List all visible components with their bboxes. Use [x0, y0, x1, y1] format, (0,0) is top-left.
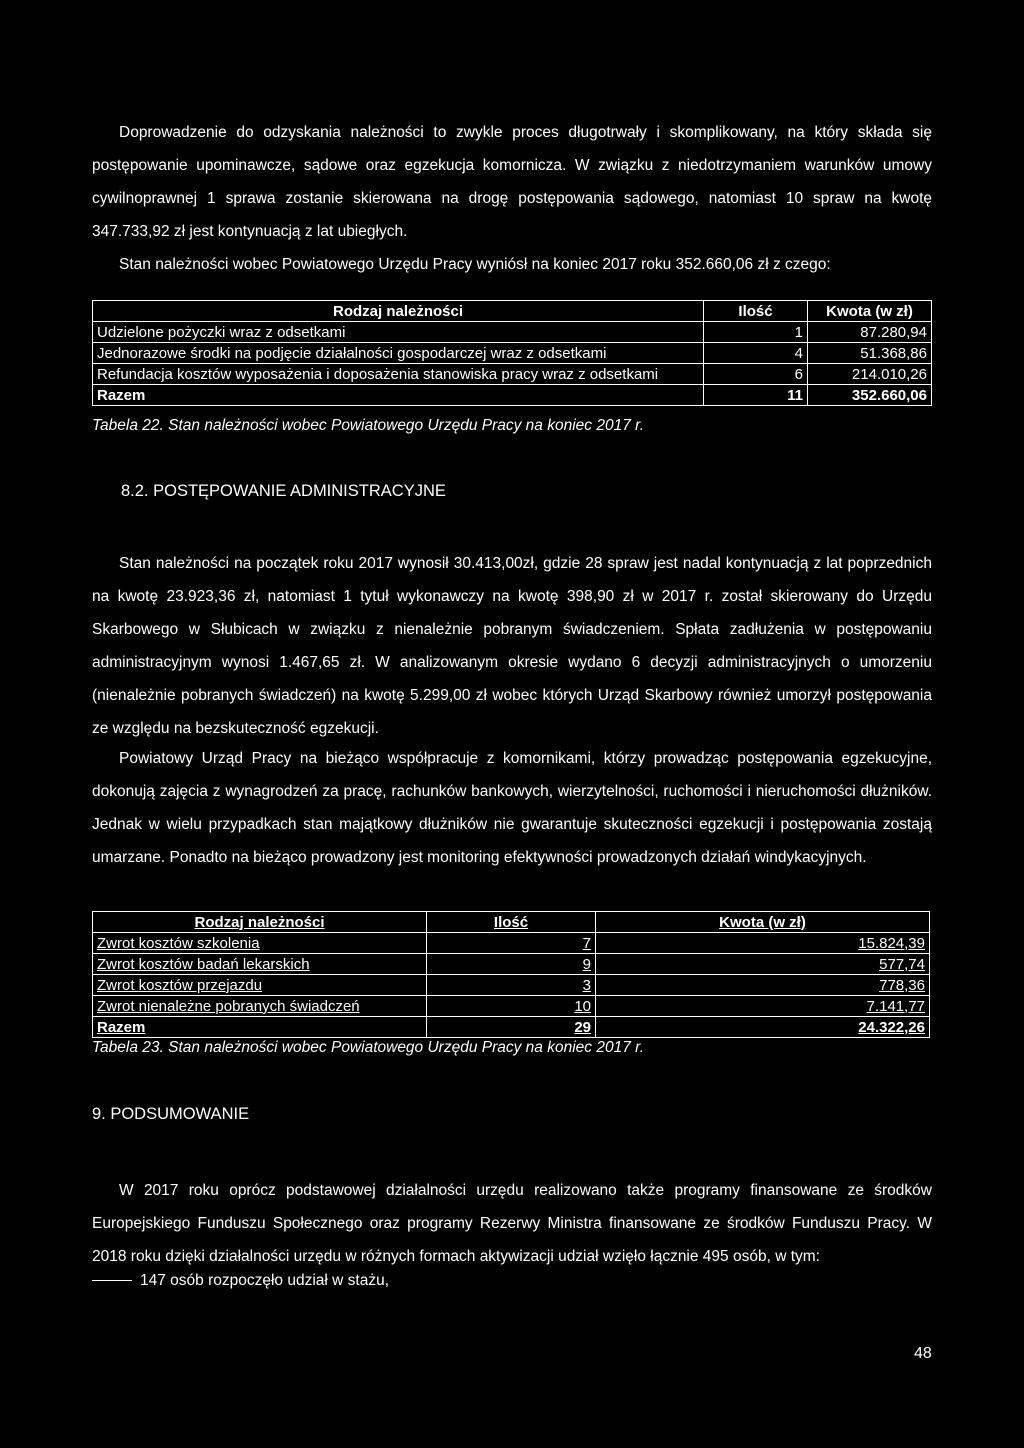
cell-type: Zwrot kosztów badań lekarskich	[93, 954, 427, 975]
cell-type: Zwrot kosztów przejazdu	[93, 975, 427, 996]
cell-count: 4	[704, 343, 808, 364]
cell-total-label: Razem	[93, 1017, 427, 1038]
header-type: Rodzaj należności	[93, 301, 704, 322]
paragraph-debt-status: Stan należności wobec Powiatowego Urzędu Pracy wyniósł na koniec 2017 roku 352.660,06 zł z czego:	[119, 256, 831, 273]
cell-amount: 577,74	[596, 954, 930, 975]
cell-amount: 778,36	[596, 975, 930, 996]
header-type: Rodzaj należności	[93, 912, 427, 933]
cell-count: 10	[427, 996, 596, 1017]
cell-amount: 15.824,39	[596, 933, 930, 954]
cell-amount: 214.010,26	[808, 364, 932, 385]
section-heading-9: 9. PODSUMOWANIE	[92, 1105, 250, 1123]
table-receivables-23	[92, 911, 930, 1038]
table-row	[93, 343, 932, 364]
table-total-row	[93, 1017, 930, 1038]
cell-total-label: Razem	[93, 385, 704, 406]
table-caption-23: Tabela 23. Stan należności wobec Powiatowego Urzędu Pracy na koniec 2017 r.	[92, 1039, 645, 1056]
page-number: 48	[914, 1345, 932, 1362]
cell-amount: 7.141,77	[596, 996, 930, 1017]
table-receivables-22	[92, 300, 932, 406]
cell-amount: 51.368,86	[808, 343, 932, 364]
table-header-row	[93, 912, 930, 933]
cell-amount: 87.280,94	[808, 322, 932, 343]
paragraph-debt-recovery: Doprowadzenie do odzyskania należności to zwykle proces długotrwały i skomplikowany, na który składa się postępowanie upominawcze, sądowe oraz egzekucja komornicza. W związku z niedotrzymaniem warunków umowy cywilnoprawnej 1 sprawa zostanie skierowana na drogę postępowania sądowego, natomiast 10 spraw na kwotę 347.733,92 zł jest kontynuacją z lat ubiegłych.	[92, 124, 932, 240]
section-heading-8-2: 8.2. POSTĘPOWANIE ADMINISTRACYJNE	[121, 482, 446, 500]
cell-total-count: 29	[427, 1017, 596, 1038]
table-header-row	[93, 301, 932, 322]
cell-type: Zwrot nienależne pobranych świadczeń	[93, 996, 427, 1017]
table-row	[93, 975, 930, 996]
header-amount: Kwota (w zł)	[808, 301, 932, 322]
table-row	[93, 322, 932, 343]
cell-total-count: 11	[704, 385, 808, 406]
header-count: Ilość	[704, 301, 808, 322]
header-amount: Kwota (w zł)	[596, 912, 930, 933]
cell-count: 6	[704, 364, 808, 385]
table-total-row	[93, 385, 932, 406]
table-row	[93, 996, 930, 1017]
cell-count: 7	[427, 933, 596, 954]
cell-total-amount: 352.660,06	[808, 385, 932, 406]
cell-type: Udzielone pożyczki wraz z odsetkami	[93, 322, 704, 343]
paragraph-bailiff-cooperation: Powiatowy Urząd Pracy na bieżąco współpracuje z komornikami, którzy prowadząc postępowania egzekucyjne, dokonują zajęcia z wynagrodzeń za pracę, rachunków bankowych, wierzytelności, ruchomości i nieruchomości dłużników. Jednak w wielu przypadkach stan majątkowy dłużników nie gwarantuje skuteczności egzekucji i postępowania zostają umarzane. Ponadto na bieżąco prowadzony jest monitoring efektywności prowadzonych działań windykacyjnych.	[92, 750, 932, 866]
list-item-text: 147 osób rozpoczęło udział w stażu,	[140, 1272, 390, 1289]
table-row	[93, 933, 930, 954]
cell-type: Jednorazowe środki na podjęcie działalności gospodarczej wraz z odsetkami	[93, 343, 704, 364]
list-item	[92, 1272, 389, 1290]
header-count: Ilość	[427, 912, 596, 933]
paragraph-summary: W 2017 roku oprócz podstawowej działalności urzędu realizowano także programy finansowane ze środków Europejskiego Funduszu Społecznego oraz programy Rezerwy Ministra finansowane ze środków Funduszu Pracy. W 2018 roku dzięki działalności urzędu w różnych formach aktywizacji udział wzięło łącznie 495 osób, w tym:	[92, 1182, 932, 1265]
cell-total-amount: 24.322,26	[596, 1017, 930, 1038]
cell-count: 9	[427, 954, 596, 975]
cell-count: 3	[427, 975, 596, 996]
cell-type: Refundacja kosztów wyposażenia i doposażenia stanowiska pracy wraz z odsetkami	[93, 364, 704, 385]
table-caption-22: Tabela 22. Stan należności wobec Powiatowego Urzędu Pracy na koniec 2017 r.	[92, 417, 645, 434]
cell-type: Zwrot kosztów szkolenia	[93, 933, 427, 954]
table-row	[93, 364, 932, 385]
table-row	[93, 954, 930, 975]
dash-icon	[92, 1280, 132, 1281]
cell-count: 1	[704, 322, 808, 343]
paragraph-admin-proceedings: Stan należności na początek roku 2017 wynosił 30.413,00zł, gdzie 28 spraw jest nadal kontynuacją z lat poprzednich na kwotę 23.923,36 zł, natomiast 1 tytuł wykonawczy na kwotę 398,90 zł w 2017 r. został skierowany do Urzędu Skarbowego w Słubicach w związku z nienależnie pobranym świadczeniem. Spłata zadłużenia w postępowaniu administracyjnym wynosi 1.467,65 zł. W analizowanym okresie wydano 6 decyzji administracyjnych o umorzeniu (nienależnie pobranych świadczeń) na kwotę 5.299,00 zł wobec których Urząd Skarbowy również umorzył postępowania ze względu na bezskuteczność egzekucji.	[92, 555, 932, 737]
